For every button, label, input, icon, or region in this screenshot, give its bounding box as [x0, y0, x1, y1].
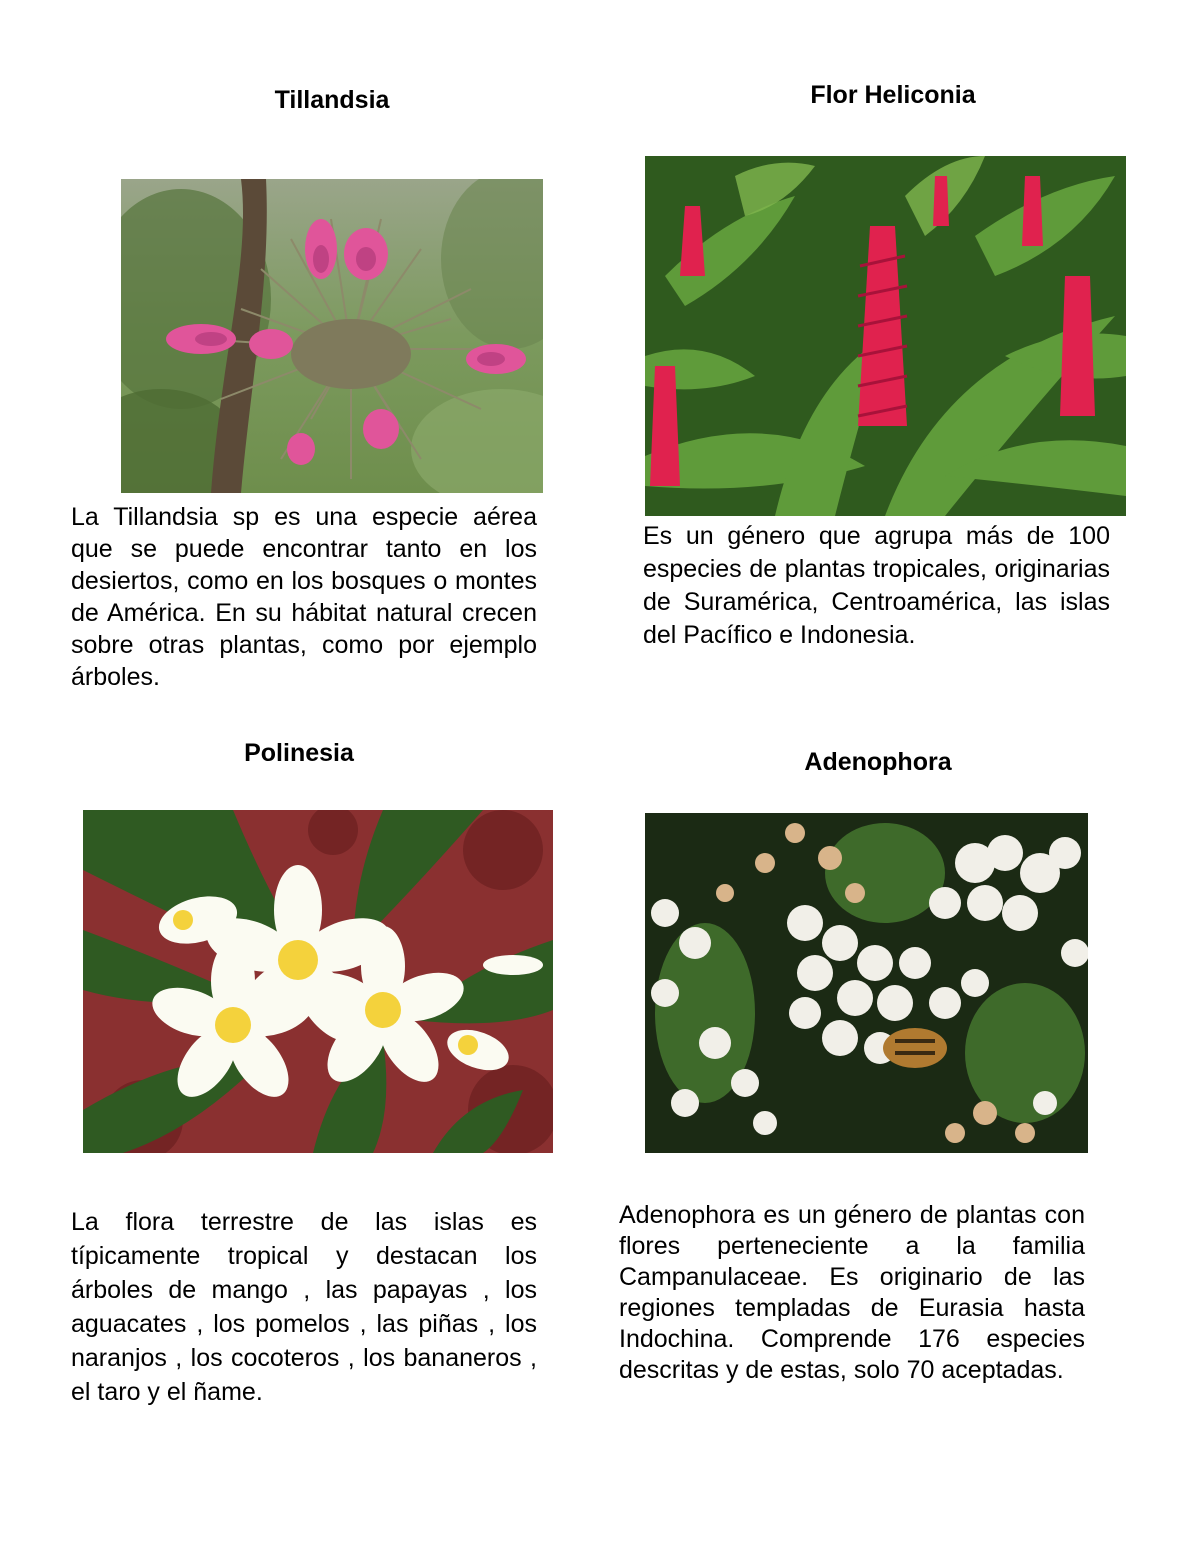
- section-text-polinesia: La flora terrestre de las islas es típicamente tropical y destacan los árboles de mango , las papayas , los aguacates , los pomelos , las piñas , los naranjos , los cocoteros , los bananeros , el taro y el ñame.: [71, 1208, 537, 1406]
- section-text-tillandsia: La Tillandsia sp es una especie aérea que se puede encontrar tanto en los desiertos, como en los bosques o montes de América. En su hábitat natural crecen sobre otras plantas, como por ejemplo árboles.: [71, 503, 537, 691]
- plumeria-photo: [83, 810, 553, 1153]
- heliconia-photo: [645, 156, 1126, 516]
- section-text-heliconia: Es un género que agrupa más de 100 especies de plantas tropicales, originarias de Suramérica, Centroamérica, las islas del Pacífico e Indonesia.: [643, 522, 1110, 649]
- section-title-adenophora: Adenophora: [804, 748, 952, 776]
- section-text-adenophora: Adenophora es un género de plantas con flores perteneciente a la familia Campanulaceae. Es originario de las regiones templadas de Eurasia hasta Indochina. Comprende 176 especies descritas y de estas, solo 70 aceptadas.: [619, 1201, 1085, 1384]
- section-title-polinesia: Polinesia: [244, 739, 354, 767]
- adenophora-photo: [645, 813, 1088, 1153]
- tillandsia-photo: [121, 179, 543, 493]
- section-title-tillandsia: Tillandsia: [274, 86, 390, 114]
- section-title-heliconia: Flor Heliconia: [810, 81, 976, 109]
